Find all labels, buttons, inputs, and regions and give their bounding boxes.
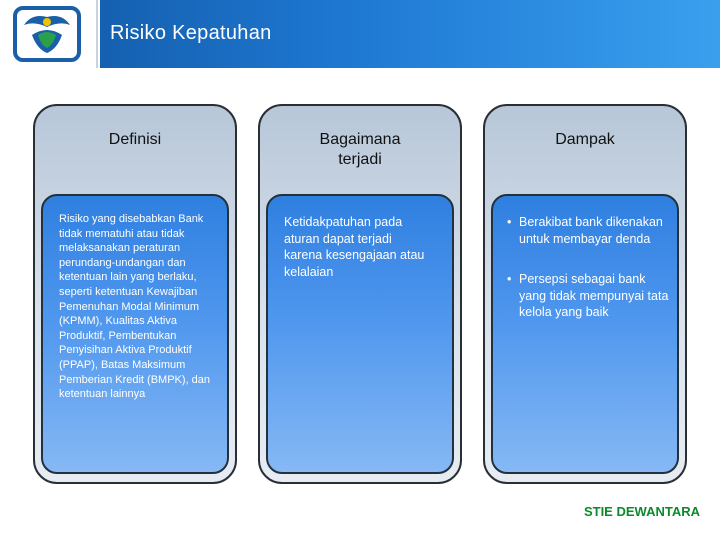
- column-inner-panel: [41, 194, 229, 474]
- column-heading: Bagaimana terjadi: [319, 131, 401, 168]
- column-definisi: [33, 104, 237, 484]
- list-item: • Berakibat bank dikenakan untuk membayar denda: [507, 214, 675, 247]
- column-dampak: [483, 104, 687, 484]
- bullet-list: [507, 214, 675, 345]
- column-inner-panel: [491, 194, 679, 474]
- column-heading: Definisi: [108, 131, 162, 148]
- footer-label: STIE DEWANTARA: [583, 504, 700, 519]
- column-bagaimana-terjadi: [258, 104, 462, 484]
- title-band: [100, 0, 720, 68]
- column-body: Risiko yang disebabkan Bank tidak mematuhi atau tidak melaksanakan peraturan perundang-undangan dan ketentuan lain yang berlaku, seperti ketentuan Kewajiban Pemenuhan Modal Minimum (KPMM), Kualitas Aktiva Produktif, Pembentukan Penyisihan Aktiva Produktif (PPAP), Batas Maksimum Pemberian Kredit (BMPK), dan ketentuan lainnya: [59, 213, 211, 401]
- column-inner-panel: [266, 194, 454, 474]
- logo-area: [0, 0, 98, 68]
- tut-wuri-handayani-logo-icon: [12, 5, 82, 63]
- list-item: • Persepsi sebagai bank yang tidak mempunyai tata kelola yang baik: [507, 271, 675, 321]
- column-heading: Dampak: [555, 131, 615, 148]
- header-bar: [0, 0, 720, 68]
- page-title: Risiko Kepatuhan: [110, 22, 272, 44]
- column-body: Ketidakpatuhan pada aturan dapat terjadi karena kesengajaan atau kelalaian: [284, 215, 425, 279]
